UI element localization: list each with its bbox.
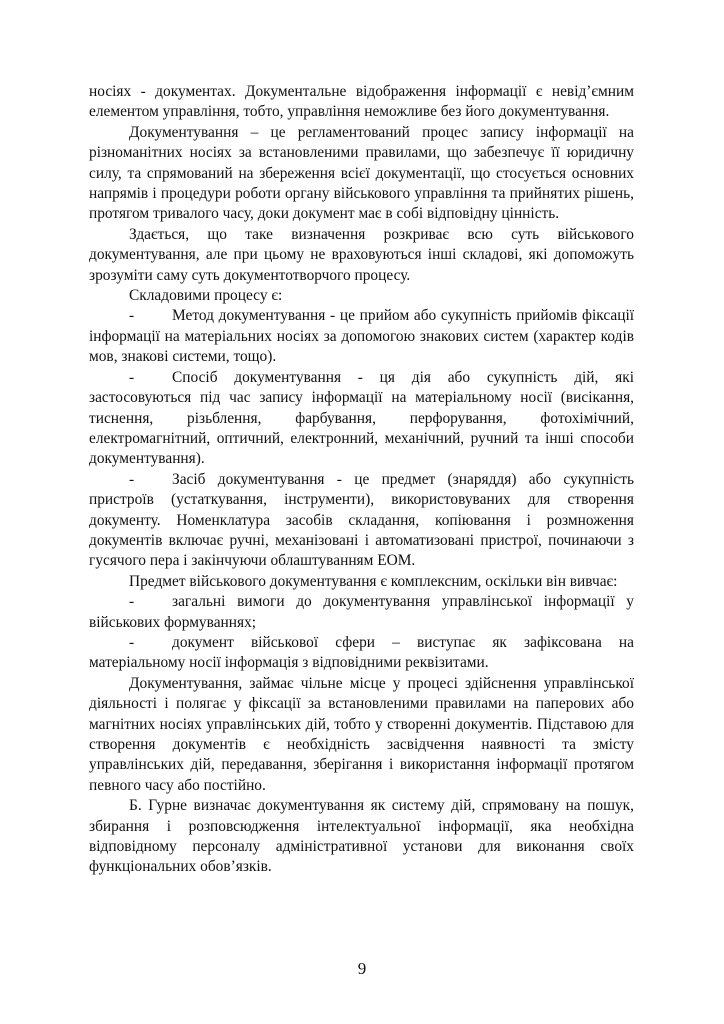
list-item-text: Засіб документування - це предмет (знаряддя) або сукупність пристроїв (устаткування, інструменти), використовуваних для створення документу. Номенклатура засобів складання, копіювання і розмноження документів включає ручні, механізовані і автоматизовані пристрої, починаючи з гусячого пера і закінчуючи облаштуванням ЕОМ. (89, 470, 634, 570)
list-item-text: Метод документування - це прийом або сукупність прийомів фіксації інформації на матеріальних носіях за допомогою знакових систем (характер кодів мов, знакові системи, тощо). (89, 307, 634, 366)
paragraph: Здається, що таке визначення розкриває всю суть військового документування, але при цьому не враховуються інші складові, які допоможуть зрозуміти саму суть документотворчого процесу. (89, 225, 634, 284)
page-number: 9 (357, 959, 367, 978)
list-item-text: Спосіб документування - ця дія або сукупність дій, які застосовуються під час запису інформації на матеріальному носії (висікання, тиснення, різьблення, фарбування, перфорування, фотохімічний, електромагнітний, оптичний, електронний, механічний, ручний та інші способи документування). (89, 368, 634, 468)
paragraph: Б. Гурне визначає документування як систему дій, спрямовану на пошук, збирання і розповсюдження інтелектуальної інформації, яка необхідна відповідному персоналу адміністративної установи для виконання своїх функціональних обов’язків. (89, 797, 634, 876)
list-item-text: документ військової сфери – виступає як зафіксована на матеріальному носії інформація з відповідними реквізитами. (89, 633, 634, 672)
list-marker: - (129, 593, 135, 611)
list-marker: - (129, 307, 135, 325)
list-marker: - (129, 368, 135, 386)
list-item (89, 633, 634, 674)
list-item (89, 592, 634, 633)
list-item (89, 470, 634, 572)
paragraph: носіях - документах. Документальне відображення інформації є невід’ємним елементом управління, тобто, управління неможливе без його документування. (89, 83, 634, 121)
list-item (89, 368, 634, 470)
paragraph: Документування – це регламентований процес запису інформації на різноманітних носіях за встановленими правилами, що забезпечує її юридичну силу, та спрямований на збереження всієї документації, що стосується основних напрямів і процедури роботи органу військового управління та прийнятих рішень, протягом тривалого часу, доки документ має в собі відповідну цінність. (89, 123, 634, 223)
list-item (89, 306, 634, 367)
list-marker: - (129, 633, 135, 651)
paragraph: Предмет військового документування є комплексним, оскільки він вивчає: (129, 572, 618, 590)
paragraph: Складовими процесу є: (129, 287, 283, 305)
paragraph: Документування, займає чільне місце у процесі здійснення управлінської діяльності і полягає у фіксації за встановленими правилами на паперових або магнітних носіях управлінських дій, тобто у створенні документів. Підставою для створення документів є необхідність засвідчення наявності та змісту управлінських дій, передавання, зберігання і використання інформації протягом певного часу або постійно. (89, 674, 634, 794)
list-item-text: загальні вимоги до документування управлінської інформації у військових формуваннях; (89, 593, 634, 631)
document-page (89, 82, 634, 878)
list-marker: - (129, 470, 135, 488)
